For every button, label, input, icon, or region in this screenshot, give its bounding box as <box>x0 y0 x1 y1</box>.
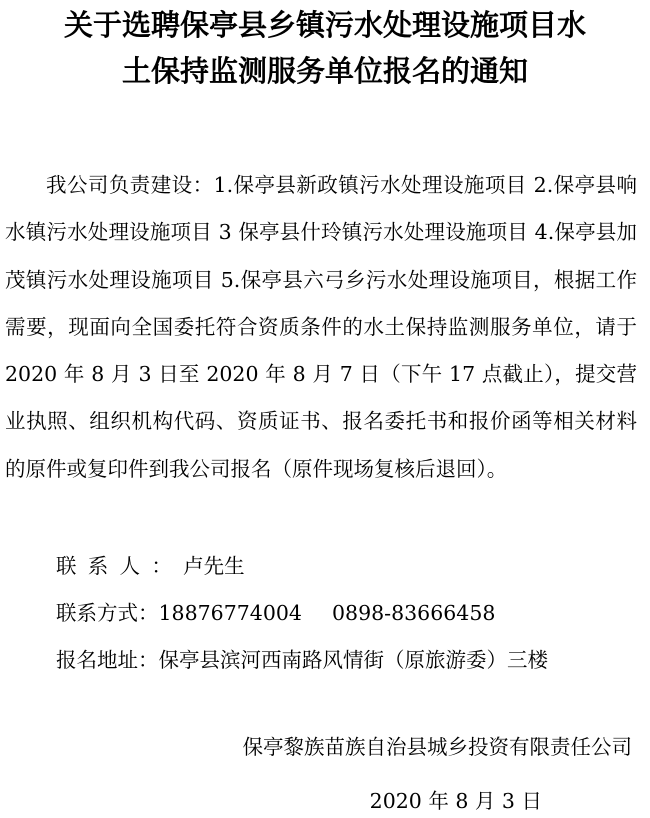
notice-title-line-1: 关于选聘保亭县乡镇污水处理设施项目水 <box>63 8 586 42</box>
address-value: 保亭县滨河西南路风情街（原旅游委）三楼 <box>158 648 548 672</box>
notice-title <box>0 2 650 94</box>
signer-organization: 保亭黎族苗族自治县城乡投资有限责任公司 <box>242 735 632 759</box>
contact-person-row <box>56 551 245 581</box>
sign-date: 2020 年 8 月 3 日 <box>369 789 542 813</box>
contact-method-label: 联系方式： <box>56 601 159 625</box>
contact-phone-landline: 0898-83666458 <box>331 601 496 625</box>
notice-body: 我公司负责建设：1.保亭县新政镇污水处理设施项目 2.保亭县响水镇污水处理设施项目 3 保亭县什玲镇污水处理设施项目 4.保亭县加茂镇污水处理设施项目 5.保亭县六弓乡污水处理设施项目，根据工作需要，现面向全国委托符合资质条件的水土保持监测服务单位，请于 2020 年 8 月 3 日至 2020 年 8 月 7 日（下午 17 点截止），提交营业执照、组织机构代码、资质证书、报名委托书和报价函等相关材料的原件或复印件到我公司报名（原件现场复核后退回）。 <box>5 173 637 481</box>
contact-phone-mobile: 18876774004 <box>158 601 302 625</box>
contact-person-value: 卢先生 <box>183 554 245 578</box>
contact-person-label: 联系人： <box>56 554 184 578</box>
notice-title-line-2: 土保持监测服务单位报名的通知 <box>121 54 528 88</box>
contact-method-row <box>56 598 495 628</box>
address-row <box>56 645 548 675</box>
address-label: 报名地址： <box>56 648 159 672</box>
